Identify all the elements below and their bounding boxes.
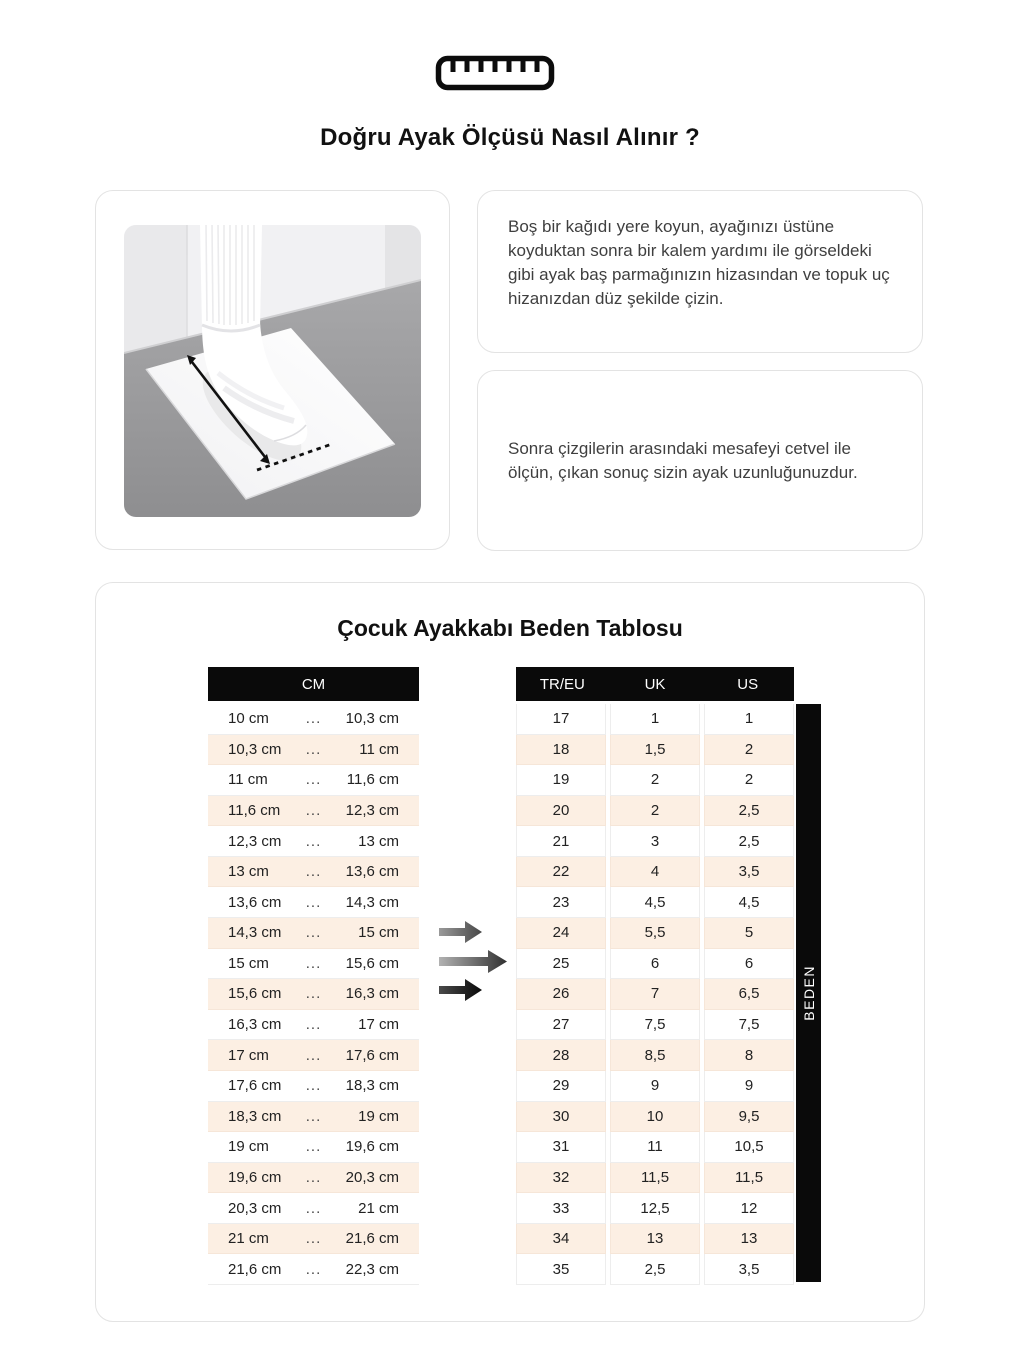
- cm-to-value: 13,6 cm: [345, 863, 399, 881]
- measurement-photo-card: [95, 190, 450, 550]
- size-table-row: [516, 1224, 794, 1255]
- cm-from-value: 10,3 cm: [228, 740, 282, 758]
- cm-from-value: 17,6 cm: [228, 1077, 282, 1095]
- cm-table-row: [208, 979, 419, 1010]
- size-cell-us: 12: [704, 1193, 794, 1224]
- cm-from-value: 18,3 cm: [228, 1107, 282, 1125]
- cm-table-row: [208, 1163, 419, 1194]
- size-table-row: [516, 918, 794, 949]
- size-table-row: [516, 735, 794, 766]
- cm-to-value: 11,6 cm: [346, 771, 399, 789]
- cm-from-value: 19 cm: [228, 1138, 269, 1156]
- cm-table-row: [208, 735, 419, 766]
- cm-table-row: [208, 1254, 419, 1285]
- size-cell-tr-eu: 24: [516, 918, 606, 949]
- cm-from-value: 19,6 cm: [228, 1168, 282, 1186]
- size-table-row: [516, 1193, 794, 1224]
- size-cell-us: 11,5: [704, 1163, 794, 1194]
- cm-table-row: [208, 796, 419, 827]
- cm-table-row: [208, 1071, 419, 1102]
- size-cell-uk: 9: [610, 1071, 700, 1102]
- size-cell-uk: 5,5: [610, 918, 700, 949]
- size-cell-tr-eu: 34: [516, 1224, 606, 1255]
- cm-to-value: 17 cm: [358, 1016, 399, 1034]
- cm-to-value: 20,3 cm: [345, 1168, 399, 1186]
- size-cell-uk: 11: [610, 1132, 700, 1163]
- size-cell-uk: 8,5: [610, 1040, 700, 1071]
- size-cell-uk: 7: [610, 979, 700, 1010]
- size-table-row: [516, 1163, 794, 1194]
- size-cell-us: 8: [704, 1040, 794, 1071]
- range-separator: ...: [305, 710, 322, 728]
- size-table-row: [516, 1254, 794, 1285]
- size-cell-us: 2,5: [704, 826, 794, 857]
- size-cell-uk: 2: [610, 796, 700, 827]
- size-cell-uk: 11,5: [610, 1163, 700, 1194]
- size-cell-us: 2,5: [704, 796, 794, 827]
- cm-from-value: 16,3 cm: [228, 1016, 282, 1034]
- size-cell-us: 4,5: [704, 887, 794, 918]
- size-table-row: [516, 1102, 794, 1133]
- size-table-row: [516, 826, 794, 857]
- cm-from-value: 15 cm: [228, 954, 269, 972]
- range-separator: ...: [305, 740, 322, 758]
- size-table-body: [516, 704, 794, 1285]
- cm-to-value: 14,3 cm: [345, 893, 399, 911]
- size-cell-tr-eu: 33: [516, 1193, 606, 1224]
- size-table-row: [516, 979, 794, 1010]
- cm-to-value: 19,6 cm: [345, 1138, 399, 1156]
- size-cell-tr-eu: 18: [516, 735, 606, 766]
- transfer-arrows-icon: [437, 919, 515, 1005]
- range-separator: ...: [305, 1077, 322, 1095]
- cm-table-row: [208, 949, 419, 980]
- size-cell-tr-eu: 30: [516, 1102, 606, 1133]
- size-cell-tr-eu: 31: [516, 1132, 606, 1163]
- cm-from-value: 15,6 cm: [228, 985, 282, 1003]
- size-table-row: [516, 765, 794, 796]
- size-cell-uk: 1: [610, 704, 700, 735]
- size-cell-tr-eu: 32: [516, 1163, 606, 1194]
- size-cell-us: 6,5: [704, 979, 794, 1010]
- range-separator: ...: [305, 924, 322, 942]
- size-cell-uk: 12,5: [610, 1193, 700, 1224]
- range-separator: ...: [305, 954, 322, 972]
- cm-table-row: [208, 1102, 419, 1133]
- size-table-row: [516, 857, 794, 888]
- cm-to-value: 12,3 cm: [345, 802, 399, 820]
- size-cell-tr-eu: 21: [516, 826, 606, 857]
- instruction-step1-text: Boş bir kağıdı yere koyun, ayağınızı üstüne koyduktan sonra bir kalem yardımı ile görseldeki gibi ayak baş parmağınızın hizasından ve topuk uç hizanızdan düz şekilde çizin.: [508, 217, 890, 308]
- cm-from-value: 13 cm: [228, 863, 269, 881]
- size-cell-uk: 4,5: [610, 887, 700, 918]
- shoe-size-table: [516, 667, 794, 1285]
- size-cell-uk: 6: [610, 949, 700, 980]
- range-separator: ...: [305, 1138, 322, 1156]
- range-separator: ...: [305, 1199, 322, 1217]
- range-separator: ...: [305, 1107, 322, 1125]
- size-table-row: [516, 796, 794, 827]
- size-cell-uk: 3: [610, 826, 700, 857]
- size-cell-tr-eu: 17: [516, 704, 606, 735]
- cm-to-value: 13 cm: [358, 832, 399, 850]
- cm-from-value: 21,6 cm: [228, 1260, 282, 1278]
- size-cell-us: 5: [704, 918, 794, 949]
- cm-to-value: 15 cm: [358, 924, 399, 942]
- size-table-row: [516, 887, 794, 918]
- size-cell-uk: 1,5: [610, 735, 700, 766]
- size-cell-tr-eu: 27: [516, 1010, 606, 1041]
- cm-to-value: 18,3 cm: [345, 1077, 399, 1095]
- cm-table-header: CM: [208, 667, 419, 701]
- header-tr-eu: TR/EU: [539, 675, 585, 693]
- size-table-row: [516, 949, 794, 980]
- foot-measurement-photo: [124, 225, 421, 517]
- range-separator: ...: [305, 771, 322, 789]
- size-cell-us: 10,5: [704, 1132, 794, 1163]
- cm-to-value: 15,6 cm: [345, 954, 399, 972]
- cm-table-body: [208, 704, 419, 1285]
- range-separator: ...: [305, 802, 322, 820]
- size-table-row: [516, 704, 794, 735]
- cm-table-row: [208, 1010, 419, 1041]
- cm-table-row: [208, 887, 419, 918]
- instruction-step2-text: Sonra çizgilerin arasındaki mesafeyi cetvel ile ölçün, çıkan sonuç sizin ayak uzunluğunuzdur.: [508, 438, 858, 482]
- size-cell-us: 3,5: [704, 857, 794, 888]
- cm-table-row: [208, 1193, 419, 1224]
- size-cell-tr-eu: 19: [516, 765, 606, 796]
- cm-from-value: 21 cm: [228, 1230, 269, 1248]
- size-cell-us: 7,5: [704, 1010, 794, 1041]
- cm-from-value: 20,3 cm: [228, 1199, 282, 1217]
- cm-to-value: 22,3 cm: [345, 1260, 399, 1278]
- range-separator: ...: [305, 1046, 322, 1064]
- cm-from-value: 11 cm: [228, 771, 268, 789]
- cm-to-value: 16,3 cm: [345, 985, 399, 1003]
- cm-to-value: 21 cm: [358, 1199, 399, 1217]
- size-cell-tr-eu: 20: [516, 796, 606, 827]
- cm-from-value: 17 cm: [228, 1046, 269, 1064]
- size-table-title: Çocuk Ayakkabı Beden Tablosu: [337, 615, 683, 641]
- range-separator: ...: [305, 1168, 322, 1186]
- range-separator: ...: [305, 1016, 322, 1034]
- cm-from-value: 13,6 cm: [228, 893, 282, 911]
- cm-to-value: 11 cm: [359, 740, 399, 758]
- cm-to-value: 21,6 cm: [345, 1230, 399, 1248]
- cm-table-row: [208, 704, 419, 735]
- range-separator: ...: [305, 893, 322, 911]
- size-cell-us: 1: [704, 704, 794, 735]
- cm-table-row: [208, 1132, 419, 1163]
- size-table-card: [95, 582, 925, 1322]
- cm-table-row: [208, 1224, 419, 1255]
- size-cell-tr-eu: 25: [516, 949, 606, 980]
- page-title: Doğru Ayak Ölçüsü Nasıl Alınır ?: [320, 124, 700, 151]
- cm-from-value: 11,6 cm: [228, 802, 281, 820]
- shoe-size-table-header: [516, 667, 794, 701]
- size-cell-us: 6: [704, 949, 794, 980]
- range-separator: ...: [305, 1260, 322, 1278]
- size-cell-uk: 4: [610, 857, 700, 888]
- instruction-card-2: [477, 370, 923, 551]
- size-cell-uk: 2: [610, 765, 700, 796]
- cm-table-row: [208, 857, 419, 888]
- size-cell-uk: 13: [610, 1224, 700, 1255]
- cm-to-value: 10,3 cm: [345, 710, 399, 728]
- size-cell-uk: 10: [610, 1102, 700, 1133]
- beden-label: BEDEN: [800, 965, 817, 1021]
- cm-table-row: [208, 765, 419, 796]
- cm-table: [208, 667, 419, 1285]
- size-table-row: [516, 1040, 794, 1071]
- cm-table-row: [208, 826, 419, 857]
- size-table-row: [516, 1132, 794, 1163]
- header-uk: UK: [644, 675, 666, 693]
- range-separator: ...: [305, 985, 322, 1003]
- size-table-row: [516, 1010, 794, 1041]
- size-cell-us: 13: [704, 1224, 794, 1255]
- size-cell-us: 2: [704, 735, 794, 766]
- cm-from-value: 10 cm: [228, 710, 269, 728]
- cm-from-value: 12,3 cm: [228, 832, 282, 850]
- beden-side-strip: [796, 704, 821, 1282]
- range-separator: ...: [305, 1230, 322, 1248]
- size-cell-uk: 7,5: [610, 1010, 700, 1041]
- range-separator: ...: [305, 863, 322, 881]
- instruction-card-1: [477, 190, 923, 353]
- size-cell-tr-eu: 28: [516, 1040, 606, 1071]
- cm-from-value: 14,3 cm: [228, 924, 282, 942]
- size-cell-tr-eu: 35: [516, 1254, 606, 1285]
- size-table-row: [516, 1071, 794, 1102]
- cm-to-value: 19 cm: [358, 1107, 399, 1125]
- header-us: US: [737, 675, 759, 693]
- size-cell-tr-eu: 22: [516, 857, 606, 888]
- size-cell-tr-eu: 23: [516, 887, 606, 918]
- range-separator: ...: [305, 832, 322, 850]
- size-cell-uk: 2,5: [610, 1254, 700, 1285]
- size-cell-tr-eu: 26: [516, 979, 606, 1010]
- size-cell-us: 9,5: [704, 1102, 794, 1133]
- size-cell-us: 9: [704, 1071, 794, 1102]
- cm-table-row: [208, 1040, 419, 1071]
- size-cell-us: 3,5: [704, 1254, 794, 1285]
- size-cell-tr-eu: 29: [516, 1071, 606, 1102]
- cm-to-value: 17,6 cm: [345, 1046, 399, 1064]
- size-cell-us: 2: [704, 765, 794, 796]
- cm-table-row: [208, 918, 419, 949]
- ruler-icon: [435, 55, 555, 91]
